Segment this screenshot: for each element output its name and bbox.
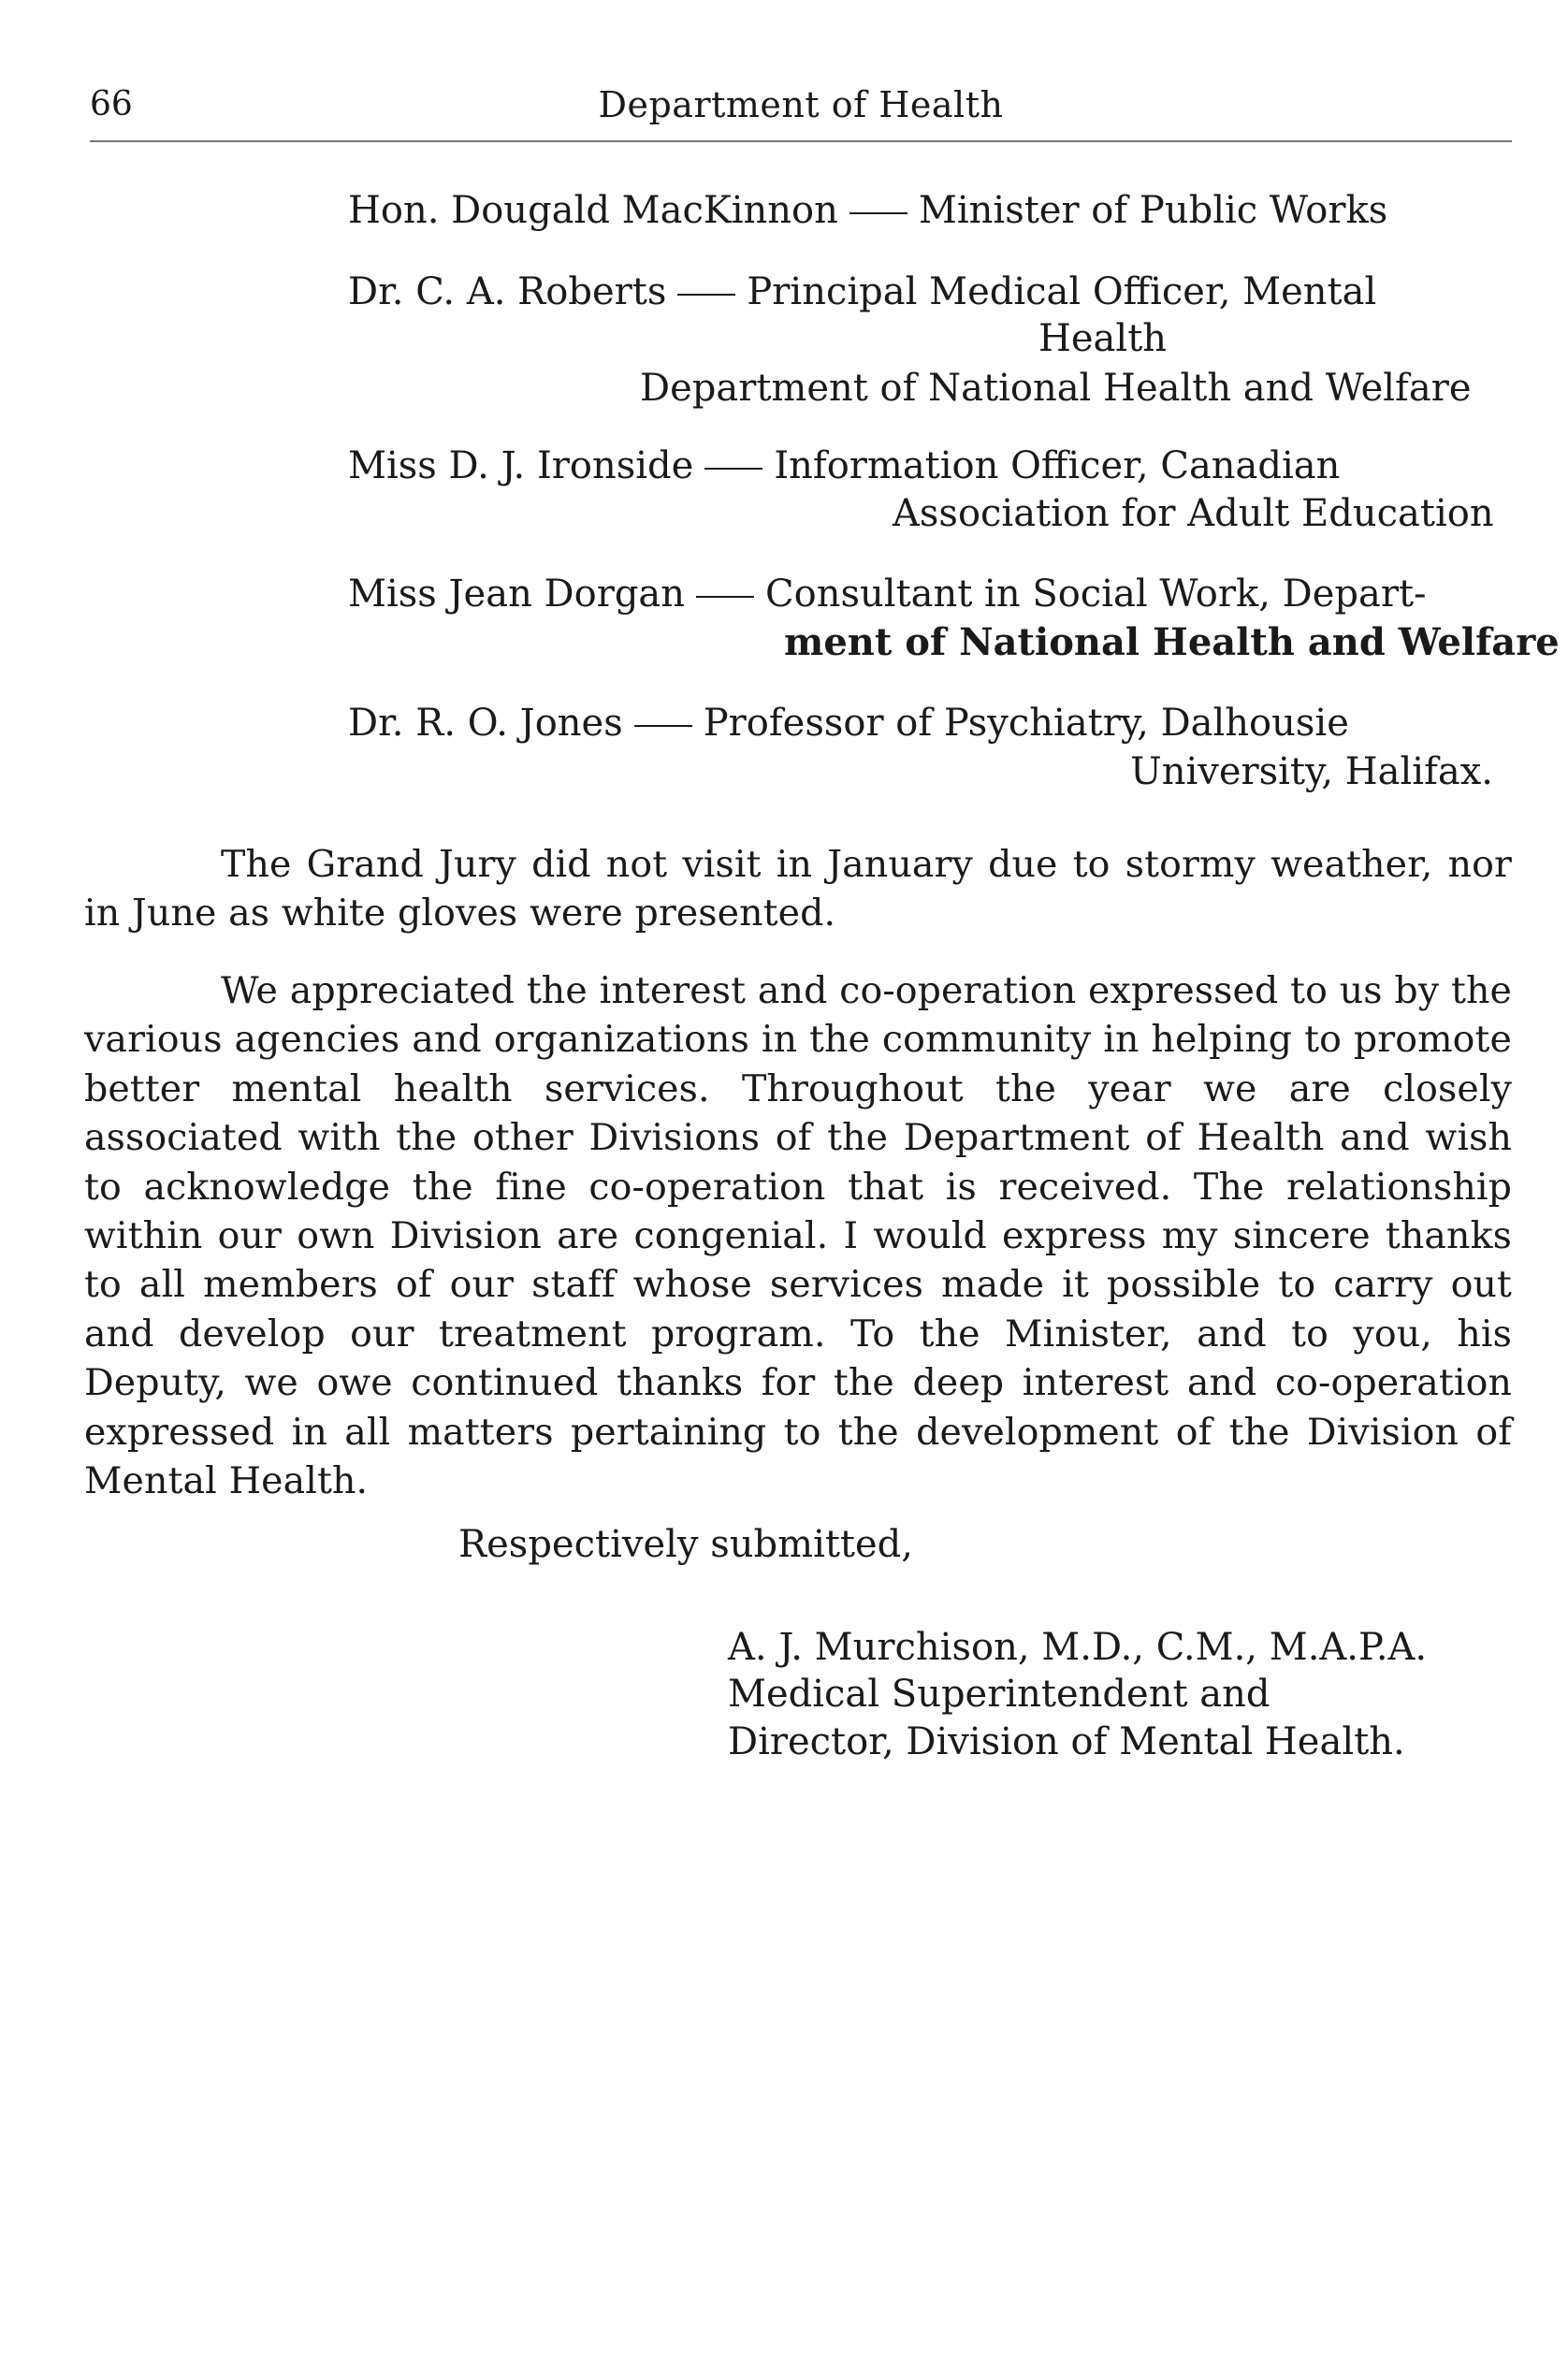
page-number: 66 <box>90 85 133 123</box>
entry-continuation: Health <box>1038 317 1168 360</box>
committee-entry <box>348 268 1376 315</box>
em-dash <box>704 468 762 470</box>
closing-line: Respectively submitted, <box>458 1523 913 1566</box>
signature-name: A. J. Murchison, M.D., C.M., M.A.P.A. <box>728 1626 1428 1669</box>
entry-title: Principal Medical Officer, Mental <box>747 270 1377 313</box>
page-header <box>90 84 1512 133</box>
signature-title: Director, Division of Mental Health. <box>728 1720 1405 1763</box>
em-dash <box>634 725 692 727</box>
entry-continuation: ment of National Health and Welfare <box>784 620 1560 664</box>
entry-name: Dr. C. A. Roberts <box>348 270 667 313</box>
entry-name: Hon. Dougald MacKinnon <box>348 189 838 232</box>
entry-continuation: Department of National Health and Welfare <box>640 367 1472 410</box>
entry-title: Information Officer, Canadian <box>774 444 1341 487</box>
em-dash <box>677 294 735 296</box>
committee-entry <box>348 571 1427 617</box>
entry-title: Minister of Public Works <box>918 189 1388 232</box>
entry-name: Miss Jean Dorgan <box>348 573 686 616</box>
entry-name: Miss D. J. Ironside <box>348 444 694 487</box>
paragraph-acknowledgements: We appreciated the interest and co-operation expressed to us by the various agencies and organizations in the community in helping to promote better mental health services. Throughout the year we are closely associated with the other Divisions of the Department of Health and wish to acknowledge the fine co-operation that is received. The relationship within our own Division are congenial. I would express my sincere thanks to all members of our staff whose services made it possible to carry out and develop our treatment program. To the Minister, and to you, his Deputy, we owe continued thanks for the deep interest and co-operation expressed in all matters pertaining to the development of the Division of Mental Health. <box>84 969 1512 1503</box>
paragraph-grand-jury: The Grand Jury did not visit in January due to stormy weather, nor in June as white gloves were presented. <box>84 843 1512 935</box>
committee-entry <box>348 700 1349 747</box>
signature-title: Medical Superintendent and <box>728 1673 1270 1716</box>
committee-entry <box>348 187 1387 234</box>
entry-continuation: University, Halifax. <box>1130 750 1494 793</box>
entry-continuation: Association for Adult Education <box>893 492 1494 535</box>
entry-name: Dr. R. O. Jones <box>348 702 623 745</box>
em-dash <box>849 212 907 214</box>
em-dash <box>696 596 754 598</box>
header-rule <box>90 140 1512 142</box>
committee-entry <box>348 442 1340 489</box>
entry-title: Consultant in Social Work, Depart- <box>765 573 1427 616</box>
entry-title: Professor of Psychiatry, Dalhousie <box>703 702 1349 745</box>
running-head: Department of Health <box>598 84 1004 125</box>
